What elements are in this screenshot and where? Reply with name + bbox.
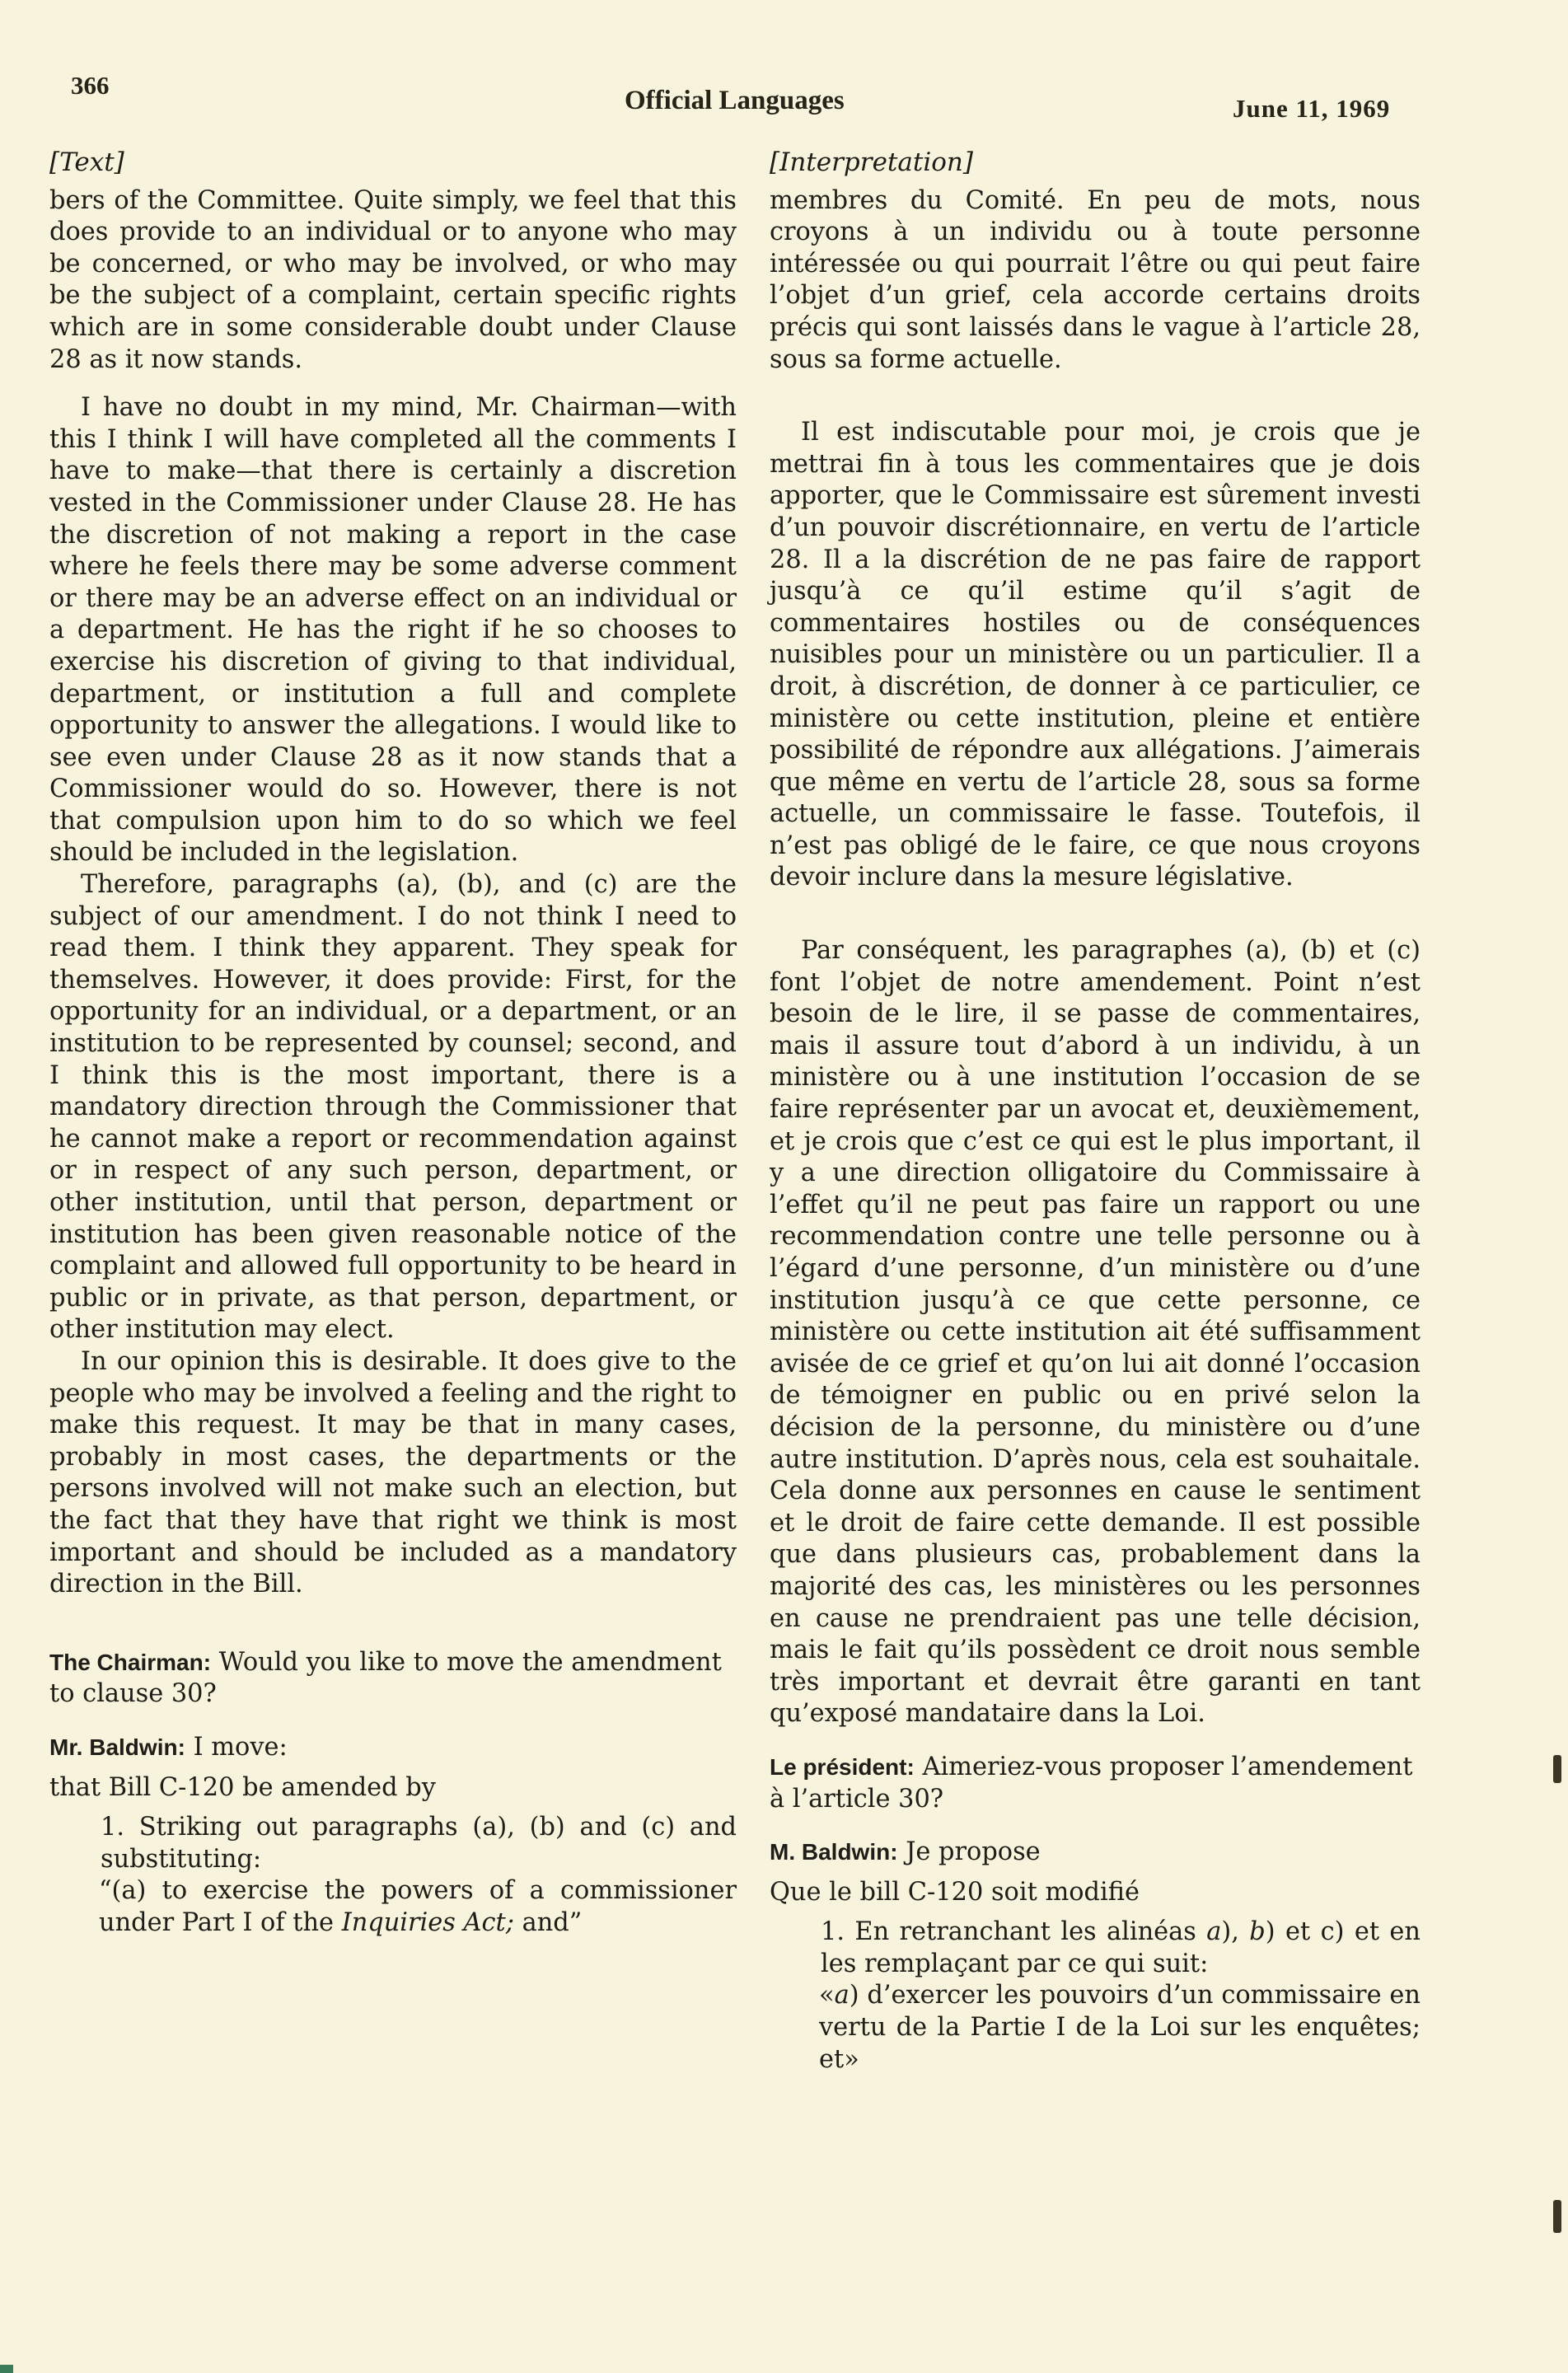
- item-text: ) et c) et en les remplaçant par ce qui suit:: [821, 1917, 1421, 1978]
- speaker-paragraph: [770, 1837, 1421, 1869]
- paragraph: Par conséquent, les paragraphes (a), (b) et (c) font l’objet de notre amendement. Point n’est besoin de le lire, il se passe de commentaires, mais il assure tout d’abord à un individu, à un ministère ou à une institution l’occasion de se faire représenter par un avocat et, deuxièmement, et je crois que c’est ce qui est le plus important, il y a une direction olligatoire du Commissaire à l’effet qu’il ne peut pas faire un rapport ou une recommendation contre une telle personne ou à l’égard d’une personne, d’un ministère ou d’une institution jusqu’à ce que cette personne, ce ministère ou cette institution ait été suffisamment avisée de ce grief et qu’on lui ait donné l’occasion de témoigner en public ou en privé selon la décision de la personne, du ministère ou d’une autre institution. D’après nous, cela est souhaitale. Cela donne aux personnes en cause le sentiment et le droit de faire cette demande. Il est possible que dans plusieurs cas, probablement dans la majorité des cas, les ministères ou les personnes en cause ne prendraient pas une telle décision, mais le fait qu’ils possèdent ce droit nous semble très important et devrait être garanti en tant qu’exposé mandataire dans la Loi.: [770, 936, 1421, 1729]
- english-column: [49, 147, 737, 1939]
- speaker-name: M. Baldwin:: [770, 1839, 898, 1865]
- quoted-text: [770, 1980, 1421, 2076]
- page-number: 366: [71, 71, 110, 100]
- speaker-name: The Chairman:: [49, 1649, 212, 1675]
- speaker-paragraph: [49, 1732, 737, 1764]
- motion-text: Que le bill C-120 soit modifié: [770, 1877, 1140, 1907]
- speaker-name: Le président:: [770, 1753, 915, 1780]
- item-letter: a: [1206, 1917, 1222, 1947]
- running-date: June 11, 1969: [1233, 94, 1391, 123]
- item-letter: a: [834, 1981, 850, 2010]
- speaker-paragraph: [49, 1647, 737, 1711]
- page-edge-mark: [1553, 1755, 1561, 1783]
- quote-mark: «: [819, 1981, 835, 2010]
- speech-text: Aimeriez-vous proposer l’amendement à l’article 30?: [770, 1752, 1413, 1814]
- item-text: 1. En retranchant les alinéas: [821, 1917, 1196, 1947]
- quote-text: ) d’exercer les pouvoirs d’un commissaire en vertu de la Partie I de la Loi sur les enquêtes; et»: [819, 1981, 1421, 2074]
- paragraph: membres du Comité. En peu de mots, nous croyons à un individu ou à toute personne intéressée ou qui pourrait l’être ou qui peut faire l’objet d’un grief, cela accorde certains droits précis qui sont laissés dans le vague à l’article 28, sous sa forme actuelle.: [770, 185, 1421, 374]
- paragraph: bers of the Committee. Quite simply, we feel that this does provide to an individual or to anyone who may be concerned, or who may be involved, or who may be the subject of a complaint, certain specific rights which are in some considerable doubt under Clause 28 as it now stands.: [49, 185, 737, 374]
- paragraph: I have no doubt in my mind, Mr. Chairman—with this I think I will have completed all the comments I have to make—that there is certainly a discretion vested in the Commissioner under Clause 28. He has the discretion of not making a report in the case where he feels there may be some adverse comment or there may be an adverse effect on an individual or a department. He has the right if he so chooses to exercise his discretion of giving to that individual, department, or institution a full and complete opportunity to answer the allegations. I would like to see even under Clause 28 as it now stands that a Commissioner would do so. However, there is not that compulsion upon him to do so which we feel should be included in the legislation.: [49, 393, 737, 868]
- french-column: [770, 147, 1421, 2076]
- paragraph: Il est indiscutable pour moi, je crois que je mettrai fin à tous les commentaires que je dois apporter, que le Commissaire est sûrement investi d’un pouvoir discrétionnaire, en vertu de l’article 28. Il a la discrétion de ne pas faire de rapport jusqu’à ce qu’il estime qu’il s’agit de commentaires hostiles ou de conséquences nuisibles pour un ministère ou un particulier. Il a droit, à discrétion, de donner à ce particulier, ce ministère ou cette institution, pleine et entière possibilité de répondre aux allégations. J’aimerais que même en vertu de l’article 28, sous sa forme actuelle, un commissaire le fasse. Toutefois, il n’est pas obligé de le faire, ce que nous croyons devoir inclure dans la mesure législative.: [770, 418, 1421, 892]
- page-edge-mark: [1553, 2200, 1561, 2233]
- speech-text: I move:: [193, 1732, 288, 1762]
- act-title: Inquiries Act;: [341, 1907, 514, 1937]
- speech-text: Would you like to move the amendment to clause 30?: [49, 1647, 722, 1709]
- running-title: Official Languages: [625, 86, 845, 115]
- speech-text: Je propose: [906, 1837, 1041, 1867]
- column-heading-text: [Interpretation]: [770, 147, 973, 177]
- motion-item: [770, 1917, 1421, 1980]
- column-heading-text: [Text]: [49, 147, 124, 177]
- quote-text: “(a) to exercise the powers of a commissioner under Part I of the: [99, 1876, 737, 1937]
- item-letter: b: [1249, 1917, 1266, 1947]
- item-text: ),: [1221, 1917, 1250, 1947]
- paragraph: Therefore, paragraphs (a), (b), and (c) are the subject of our amendment. I do not think I need to read them. I think they apparent. They speak for themselves. However, it does provide: First, for the opportunity for an individual, or a department, or an institution to be represented by counsel; second, and I think this is the most important, there is a mandatory direction through the Commissioner that he cannot make a report or recommendation against or in respect of any such person, department, or other institution, until that person, department or institution has been given reasonable notice of the complaint and allowed full opportunity to be heard in public or in private, as that person, department, or other institution may elect.: [49, 870, 737, 1345]
- quoted-text: [49, 1875, 737, 1939]
- speaker-name: Mr. Baldwin:: [49, 1734, 185, 1760]
- quote-end: and”: [513, 1907, 583, 1937]
- motion-item: 1. Striking out paragraphs (a), (b) and (c) and substituting:: [101, 1813, 737, 1874]
- speaker-paragraph: [770, 1752, 1421, 1815]
- motion-text: that Bill C-120 be amended by: [49, 1772, 436, 1802]
- scan-corner-mark: [0, 2365, 13, 2373]
- paragraph: In our opinion this is desirable. It does give to the people who may be involved a feeling and the right to make this request. It may be that in many cases, probably in most cases, the departments or the persons involved will not make such an election, but the fact that they have that right we think is most important and should be included as a mandatory direction in the Bill.: [49, 1346, 737, 1599]
